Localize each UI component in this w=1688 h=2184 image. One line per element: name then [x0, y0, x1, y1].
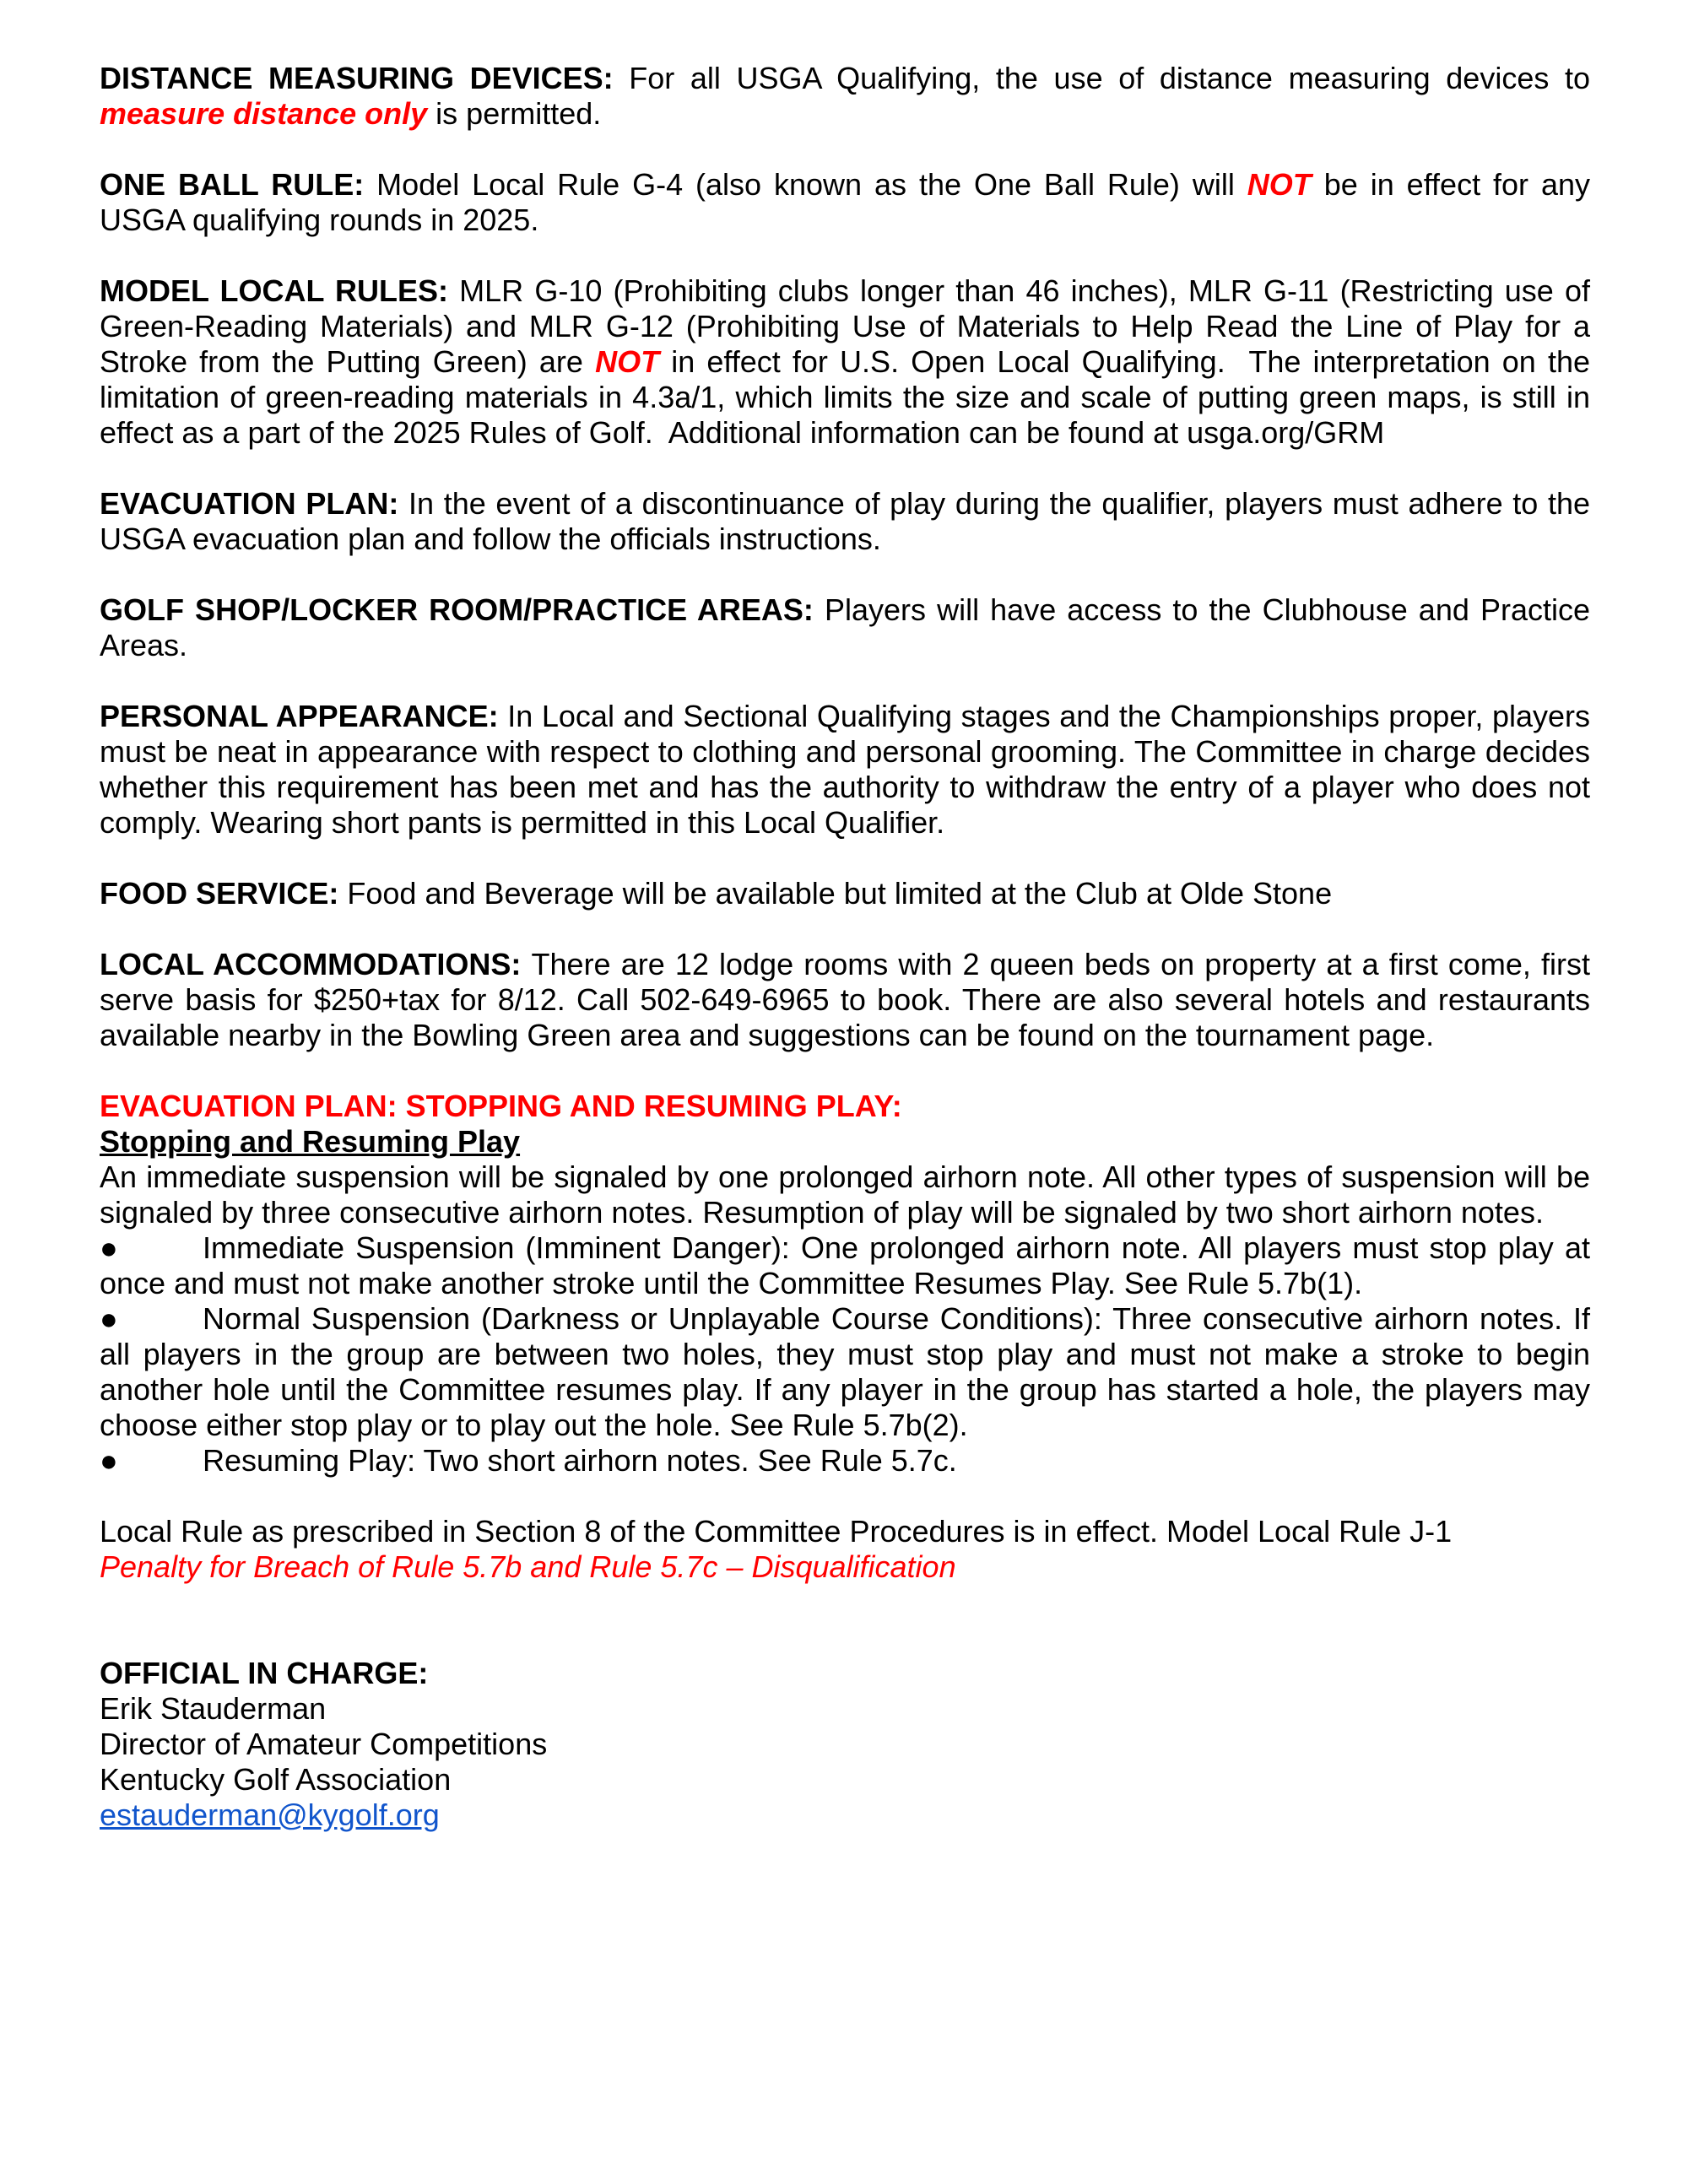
- text-run: Director of Amateur Competitions: [100, 1727, 548, 1761]
- email-link[interactable]: estauderman@kygolf.org: [100, 1797, 440, 1832]
- one-ball-rule: [100, 167, 1590, 238]
- suspension-signals: [100, 1160, 1590, 1230]
- food-service: [100, 876, 1590, 911]
- bullet-icon: ●: [100, 1230, 118, 1265]
- bullet-immediate-suspension: [100, 1230, 1590, 1301]
- text-run: MLR G-10 (Prohibiting clubs longer than 46 inches), MLR G-11 (Restricting use of Green-Reading Materials) and MLR G-12 (Prohibiting Use of Materials to Help Read the Line of Play for a Stroke from the Putting Green) are: [100, 273, 1590, 379]
- text-run: NOT: [1247, 167, 1312, 202]
- text-run: OFFICIAL IN CHARGE:: [100, 1656, 429, 1690]
- text-run: Model Local Rule G-4 (also known as the One Ball Rule) will: [376, 167, 1247, 202]
- text-run: in effect for U.S. Open Local Qualifying. The interpretation on the limitation of green-reading materials in 4.3a/1, which limits the size and scale of putting green maps, is still in effect as a part of the 2025 Rules of Golf. Additional information can be found at usga.org/GRM: [100, 344, 1590, 450]
- bullet-resuming-play: [100, 1443, 1590, 1479]
- text-run: Normal Suspension (Darkness or Unplayable Course Conditions): Three consecutive airhorn notes. If all players in the group are between two holes, they must stop play and must not make a stroke to begin another hole until the Committee resumes play. If any player in the group has started a hole, the players may choose either stop play or to play out the hole. See Rule 5.7b(2).: [100, 1301, 1590, 1442]
- personal-appearance: [100, 699, 1590, 841]
- golf-shop-locker-room-practice-areas: [100, 592, 1590, 663]
- text-run: Penalty for Breach of Rule 5.7b and Rule 5.7c – Disqualification: [100, 1549, 956, 1584]
- evacuation-plan: [100, 486, 1590, 557]
- text-run: NOT: [595, 344, 660, 379]
- text-run: For all USGA Qualifying, the use of distance measuring devices to: [629, 61, 1590, 95]
- bullet-icon: ●: [100, 1443, 118, 1478]
- text-run: PERSONAL APPEARANCE:: [100, 699, 508, 733]
- text-run: Resuming Play: Two short airhorn notes. See Rule 5.7c.: [203, 1443, 957, 1478]
- official-name: [100, 1691, 1590, 1727]
- text-run: ONE BALL RULE:: [100, 167, 377, 202]
- penalty-breach-disqualification: [100, 1549, 1590, 1585]
- text-run: FOOD SERVICE:: [100, 876, 348, 911]
- text-run: be in effect for any USGA qualifying rounds in 2025.: [100, 167, 1590, 237]
- model-local-rules: [100, 273, 1590, 451]
- local-rule-j1: [100, 1514, 1590, 1549]
- bullet-icon: ●: [100, 1301, 118, 1336]
- distance-measuring-devices: [100, 61, 1590, 132]
- text-run: An immediate suspension will be signaled by one prolonged airhorn note. All other types of suspension will be signaled by three consecutive airhorn notes. Resumption of play will be signaled by two short airhorn notes.: [100, 1160, 1590, 1230]
- text-run: EVACUATION PLAN: STOPPING AND RESUMING PLAY:: [100, 1089, 902, 1123]
- text-run: measure distance only: [100, 96, 428, 131]
- local-accommodations: [100, 947, 1590, 1053]
- text-run: In the event of a discontinuance of play during the qualifier, players must adhere to the USGA evacuation plan and follow the officials instructions.: [100, 486, 1591, 556]
- text-run: GOLF SHOP/LOCKER ROOM/PRACTICE AREAS:: [100, 592, 825, 627]
- text-run: There are 12 lodge rooms with 2 queen beds on property at a first come, first serve basis for $250+tax for 8/12. Call 502-649-6965 to book. There are also several hotels and restaurants available nearby in the Bowling Green area and suggestions can be found on the tournament page.: [100, 947, 1590, 1052]
- text-run: Food and Beverage will be available but limited at the Club at Olde Stone: [347, 876, 1333, 911]
- text-run: Players will have access to the Clubhouse and Practice Areas.: [100, 592, 1590, 662]
- evacuation-plan-stopping-resuming-heading: [100, 1089, 1590, 1124]
- text-run: Stopping and Resuming Play: [100, 1124, 521, 1159]
- text-run: In Local and Sectional Qualifying stages and the Championships proper, players must be neat in appearance with respect to clothing and personal grooming. The Committee in charge decides whether this requirement has been met and has the authority to withdraw the entry of a player who does not comply. Wearing short pants is permitted in this Local Qualifier.: [100, 699, 1591, 840]
- text-run: Kentucky Golf Association: [100, 1762, 452, 1797]
- official-in-charge-heading: [100, 1656, 1590, 1691]
- text-run: Local Rule as prescribed in Section 8 of the Committee Procedures is in effect. Model Local Rule J-1: [100, 1514, 1453, 1549]
- text-run: EVACUATION PLAN:: [100, 486, 409, 521]
- text-run: is permitted.: [427, 96, 602, 131]
- stopping-resuming-subheading: [100, 1124, 1590, 1160]
- bullet-normal-suspension: [100, 1301, 1590, 1443]
- text-run: DISTANCE MEASURING DEVICES:: [100, 61, 630, 95]
- text-run: Erik Stauderman: [100, 1691, 327, 1726]
- text-run: Immediate Suspension (Imminent Danger): One prolonged airhorn note. All players must stop play at once and must not make another stroke until the Committee Resumes Play. See Rule 5.7b(1).: [100, 1230, 1590, 1300]
- official-title: [100, 1727, 1590, 1762]
- official-email: [100, 1797, 1590, 1833]
- official-organization: [100, 1762, 1590, 1797]
- text-run: MODEL LOCAL RULES:: [100, 273, 460, 308]
- text-run: LOCAL ACCOMMODATIONS:: [100, 947, 532, 981]
